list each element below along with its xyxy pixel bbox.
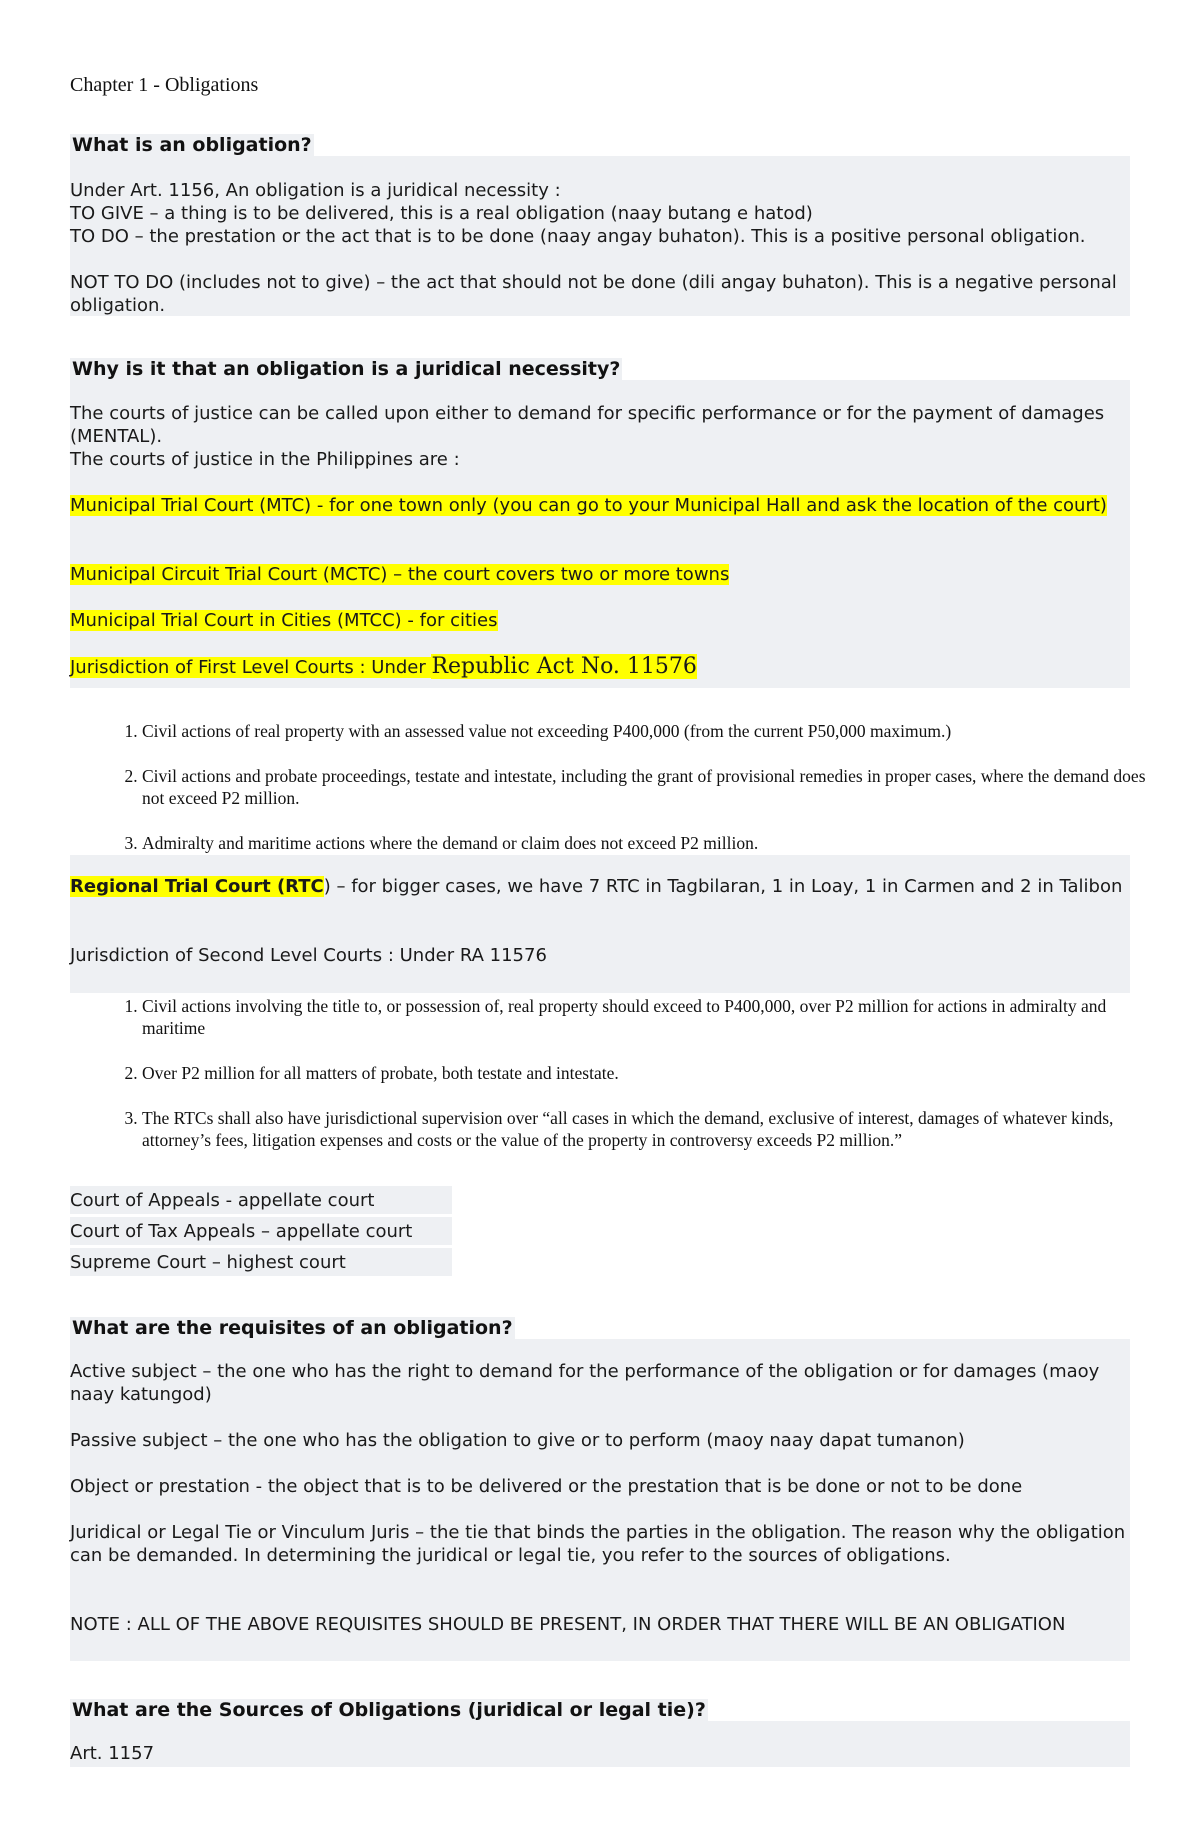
requisites-note: NOTE : ALL OF THE ABOVE REQUISITES SHOULD BE PRESENT, IN ORDER THAT THERE WILL BE AN OBLIGATION [70,1614,1066,1635]
second-level-list [100,995,1172,1174]
sec1-line-4: NOT TO DO (includes not to give) – the act that should not be done (dili angay buhaton). This is a negative personal obligation. [70,272,1117,316]
list-item: 2. Over P2 million for all matters of probate, both testate and intestate. [142,1062,1172,1084]
mtcc-line [70,610,1130,633]
heading-why-juridical-necessity: Why is it that an obligation is a juridical necessity? [72,358,621,380]
juridical-tie: Juridical or Legal Tie or Vinculum Juris – the tie that binds the parties in the obligation. The reason why the obligation can be demanded. In determining the juridical or legal tie, you refer to the sources of obligations. [70,1522,1126,1566]
first-level-jurisdiction [70,656,1130,680]
object-prestation: Object or prestation - the object that is to be delivered or the prestation that is be done or not to be done [70,1476,1023,1497]
first-level-list [100,720,1172,877]
republic-act: Republic Act No. 11576 [431,654,697,679]
list-item: 3. Admiralty and maritime actions where the demand or claim does not exceed P2 million. [142,832,1172,854]
list-item: 1. Civil actions of real property with an assessed value not exceeding P400,000 (from the current P50,000 maximum.) [142,720,1172,742]
court-of-appeals: Court of Appeals - appellate court [70,1190,375,1211]
page-title: Chapter 1 - Obligations [70,74,259,96]
second-level-jurisdiction: Jurisdiction of Second Level Courts : Under RA 11576 [70,945,547,966]
mctc-line [70,564,1130,587]
mtc-line [70,495,1130,518]
mtcc-highlight: Municipal Trial Court in Cities (MTCC) - for cities [70,610,498,631]
court-of-tax-appeals: Court of Tax Appeals – appellate court [70,1221,413,1242]
art-1157: Art. 1157 [70,1743,155,1764]
rtc-bold: Regional Trial Court (RTC [70,876,324,897]
courts-intro-1: The courts of justice can be called upon either to demand for specific performance or for the payment of damages (MENTAL). [70,403,1105,447]
supreme-court: Supreme Court – highest court [70,1252,346,1273]
active-subject: Active subject – the one who has the right to demand for the performance of the obligation or for damages (maoy naay katungod) [70,1361,1100,1405]
sec1-line-2: TO GIVE – a thing is to be delivered, this is a real obligation (naay butang e hatod) [70,203,813,224]
sec1-line-1: Under Art. 1156, An obligation is a juridical necessity : [70,180,561,201]
heading-sources: What are the Sources of Obligations (juridical or legal tie)? [72,1699,706,1721]
passive-subject: Passive subject – the one who has the obligation to give or to perform (maoy naay dapat tumanon) [70,1430,965,1451]
heading-what-is-obligation: What is an obligation? [72,134,312,156]
mctc-highlight: Municipal Circuit Trial Court (MCTC) – the court covers two or more towns [70,564,730,585]
courts-intro-2: The courts of justice in the Philippines are : [70,449,460,470]
heading-requisites: What are the requisites of an obligation? [72,1317,513,1339]
list-item: 1. Civil actions involving the title to, or possession of, real property should exceed to P400,000, over P2 million for actions in admiralty and maritime [142,995,1172,1039]
mtc-highlight: Municipal Trial Court (MTC) - for one town only (you can go to your Municipal Hall and ask the location of the court) [70,495,1107,516]
rtc-rest: ) – for bigger cases, we have 7 RTC in Tagbilaran, 1 in Loay, 1 in Carmen and 2 in Talibon [323,876,1123,897]
rtc-line [70,876,1130,899]
list-item: 3. The RTCs shall also have jurisdictional supervision over “all cases in which the demand, exclusive of interest, damages of whatever kinds, attorney’s fees, litigation expenses and costs or the value of the property in controversy exceeds P2 million.” [142,1107,1172,1151]
sec1-line-3: TO DO – the prestation or the act that is to be done (naay angay buhaton). This is a positive personal obligation. [70,226,1086,247]
jur1-prefix: Jurisdiction of First Level Courts : Under [70,657,432,678]
list-item: 2. Civil actions and probate proceedings, testate and intestate, including the grant of provisional remedies in proper cases, where the demand does not exceed P2 million. [142,765,1172,809]
